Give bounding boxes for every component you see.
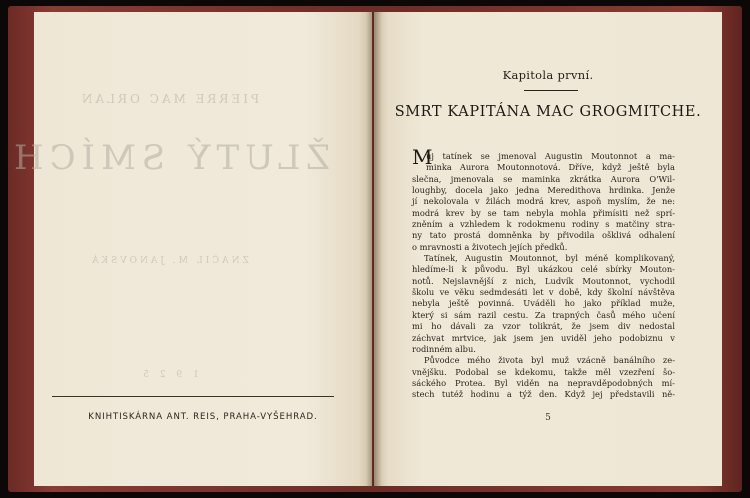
chapter-title: SMRT KAPITÁNA MAC GROGMITCHE. [394, 104, 702, 120]
text-line: loughby, docela jako jedna Meredithova hrdinka. Jenže [412, 185, 675, 196]
text-line: notů. Nejslavnější z nich, Ludvík Moutonnot, vychodil [412, 275, 675, 286]
text-line: minka Aurora Moutonnotová. Dříve, když ještě byla [426, 162, 675, 173]
page-number: 5 [545, 413, 551, 423]
text-line: ůj tatínek se jmenoval Augustin Moutonnot a ma- [426, 151, 675, 161]
text-line: vnějšku. Podobal se kdekomu, takže měl vzezření šo- [412, 366, 675, 377]
text-line: jí nekolovala v žilách modrá krev, aspoň myslím, že ne: [412, 196, 675, 207]
text-line: o mravnosti a životech jejích předků. [412, 241, 568, 252]
text-line: školu ve věku sedmdesáti let v době, kdy školní návštěva [412, 287, 675, 298]
body-text [412, 151, 675, 401]
text-line: Původce mého života byl muž vzácně banálního ze- [424, 355, 675, 366]
chapter-label: Kapitola první. [502, 68, 594, 82]
text-line: ny tato prostá domněnka by přivodila ošklivá odhalení [412, 230, 675, 241]
text-line: sáckého Protea. Byl viděn na nepravděpodobných mí- [412, 377, 675, 388]
printer-imprint: KNIHTISKÁRNA ANT. REIS, PRAHA-VYŠEHRAD. [88, 412, 318, 422]
printer-rule [52, 396, 334, 397]
chapter-rule [524, 90, 578, 91]
text-line: nebyla ještě povinná. Uváděli ho jako příklad muže, [412, 298, 675, 309]
show-through-year: 1 9 2 5 [139, 370, 199, 380]
text-line: hledíme-li k původu. Byl ukázkou celé sbírky Mouton- [412, 264, 675, 275]
text-line: mi ho dávali za vzor tolikrát, že jsem div nedostal [412, 321, 675, 332]
text-line: stech tutéž hodinu a týž den. Když jej představili ně- [412, 389, 675, 400]
drop-cap: M [412, 145, 433, 169]
text-line: Tatínek, Augustin Moutonnot, byl méně komplikovaný, [424, 253, 675, 264]
show-through-translator: ZNAČIL M. JANOVSKÁ [89, 256, 249, 266]
text-line: modrá krev by se tam nebyla mohla přimísiti než sprí- [412, 207, 675, 218]
text-line: zněním a vzhledem k rodokmenu rodiny s matčiny stra- [412, 219, 675, 230]
text-line: záchvat mrtvice, jak jsem jen uviděl jeho podobiznu v [412, 332, 675, 343]
show-through-title: ŽLUTÝ SMÍCH [7, 138, 331, 178]
show-through-author: PIERRE MAC ORLAN [78, 92, 260, 106]
text-line: slečna, jmenovala se maminka zkrátka Aurora O'Wil- [412, 173, 675, 184]
text-line: který si sám razil cestu. Za trapných časů mého učení [412, 309, 675, 320]
text-line: rodinném albu. [412, 343, 476, 354]
